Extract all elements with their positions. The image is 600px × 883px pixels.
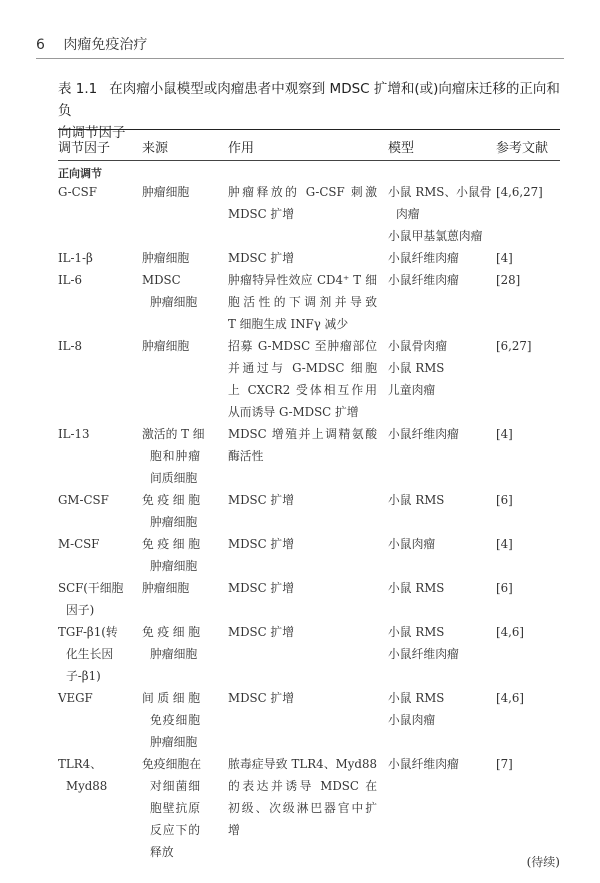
source-line: 肿瘤细胞 <box>142 185 190 199</box>
effect-line: 的表达并诱导 MDSC 在 <box>228 779 377 793</box>
table-row <box>58 687 560 753</box>
source-line: 肿瘤细胞 <box>150 735 198 749</box>
model-line: 小鼠纤维肉瘤 <box>388 427 459 441</box>
cell-effect <box>228 621 377 643</box>
cell-model <box>388 335 490 401</box>
refs-line: [4] <box>496 427 513 441</box>
effect-line: T 细胞生成 INFγ 减少 <box>228 317 349 331</box>
cell-effect <box>228 577 377 599</box>
cell-factor <box>58 621 138 687</box>
effect-line: 脓毒症导致 TLR4、Myd88 <box>228 757 377 771</box>
model-line: 小鼠 RMS、小鼠骨 <box>388 185 492 199</box>
refs-line: [4] <box>496 537 513 551</box>
table-row <box>58 247 560 269</box>
model-line: 小鼠 RMS <box>388 625 445 639</box>
source-line: 肿瘤细胞 <box>142 339 190 353</box>
source-line: 免疫细胞在 <box>142 757 201 771</box>
cell-source <box>142 489 200 533</box>
source-line: 肿瘤细胞 <box>142 251 190 265</box>
cell-source <box>142 181 200 203</box>
effect-line: 从而诱导 G-MDSC 扩增 <box>228 405 359 419</box>
model-line: 小鼠 RMS <box>388 581 445 595</box>
effect-line: MDSC 扩增 <box>228 493 294 507</box>
effect-line: 肿瘤释放的 G-CSF 刺激 <box>228 185 377 199</box>
source-line: 胞壁抗原 <box>150 801 200 815</box>
source-line: 肿瘤细胞 <box>150 515 198 529</box>
effect-line: 上 CXCR2 受体相互作用 <box>228 383 377 397</box>
cell-factor <box>58 269 138 291</box>
cell-factor <box>58 577 138 621</box>
cell-effect <box>228 489 377 511</box>
factor-line: 因子) <box>66 603 95 617</box>
header-effect: 作用 <box>228 141 255 156</box>
header-refs: 参考文献 <box>496 141 549 156</box>
table-row <box>58 577 560 621</box>
table-row <box>58 423 560 489</box>
caption-text-1: 在肉瘤小鼠模型或肉瘤患者中观察到 MDSC 扩增和(或)向瘤床迁移的正向和负 <box>58 81 560 119</box>
factor-line: TGF-β1(转 <box>58 625 118 639</box>
factor-line: TLR4、 <box>58 757 102 771</box>
source-line: 肿瘤细胞 <box>150 647 198 661</box>
refs-line: [4,6] <box>496 625 524 639</box>
factor-line: IL-13 <box>58 427 90 441</box>
cell-refs <box>496 181 560 203</box>
source-line: 对细菌细 <box>150 779 200 793</box>
cell-source <box>142 269 200 313</box>
cell-effect <box>228 335 377 423</box>
effect-line: MDSC 扩增 <box>228 625 294 639</box>
cell-effect <box>228 247 377 269</box>
cell-factor <box>58 533 138 555</box>
cell-effect <box>228 533 377 555</box>
refs-line: [6] <box>496 581 513 595</box>
source-line: 免疫细胞 <box>142 537 200 551</box>
factor-line: IL-1-β <box>58 251 93 265</box>
source-line: 激活的 T 细 <box>142 427 205 441</box>
cell-model <box>388 269 490 291</box>
book-title: 肉瘤免疫治疗 <box>63 37 148 53</box>
model-line: 小鼠骨肉瘤 <box>388 339 447 353</box>
page-number: 6 <box>36 37 45 53</box>
continued-label: (待续) <box>526 855 560 869</box>
cell-refs <box>496 489 560 511</box>
cell-model <box>388 621 490 665</box>
source-line: 免疫细胞 <box>150 713 200 727</box>
refs-line: [4,6,27] <box>496 185 543 199</box>
factor-line: 化生长因 <box>66 647 114 661</box>
refs-line: [7] <box>496 757 513 771</box>
source-line: 肿瘤细胞 <box>150 559 198 573</box>
cell-model <box>388 577 490 599</box>
effect-line: 胞活性的下调剂并导致 <box>228 295 377 309</box>
cell-effect <box>228 687 377 709</box>
refs-line: [4,6] <box>496 691 524 705</box>
refs-line: [6] <box>496 493 513 507</box>
cell-refs <box>496 687 560 709</box>
source-line: 肿瘤细胞 <box>150 295 198 309</box>
factor-line: M-CSF <box>58 537 100 551</box>
source-line: 免疫细胞 <box>142 493 200 507</box>
model-line: 小鼠肉瘤 <box>388 537 436 551</box>
factor-line: VEGF <box>58 691 93 705</box>
refs-line: [6,27] <box>496 339 532 353</box>
table-row <box>58 533 560 577</box>
effect-line: MDSC 增殖并上调精氨酸 <box>228 427 377 441</box>
cell-refs <box>496 423 560 445</box>
cell-source <box>142 423 205 489</box>
cell-source <box>142 335 200 357</box>
effect-line: 招募 G-MDSC 至肿瘤部位 <box>228 339 377 353</box>
source-line: 释放 <box>150 845 174 859</box>
header-source: 来源 <box>142 141 169 156</box>
cell-source <box>142 247 200 269</box>
cell-refs <box>496 753 560 775</box>
cell-refs <box>496 335 560 357</box>
cell-model <box>388 687 490 731</box>
source-line: 肿瘤细胞 <box>142 581 190 595</box>
header-factor: 调节因子 <box>58 141 111 156</box>
model-line: 小鼠肉瘤 <box>388 713 436 727</box>
cell-model <box>388 753 490 775</box>
source-line: MDSC <box>142 273 181 287</box>
cell-model <box>388 423 490 445</box>
effect-line: 并通过与 G-MDSC 细胞 <box>228 361 377 375</box>
table-row <box>58 335 560 423</box>
source-line: 间质细胞 <box>150 471 198 485</box>
model-line: 小鼠纤维肉瘤 <box>388 251 459 265</box>
cell-refs <box>496 533 560 555</box>
cell-refs <box>496 269 560 291</box>
cell-factor <box>58 247 138 269</box>
factor-line: 子-β1) <box>66 669 101 683</box>
table-body <box>58 181 560 863</box>
cell-model <box>388 181 490 247</box>
cell-refs <box>496 247 560 269</box>
cell-effect <box>228 423 377 467</box>
table-row <box>58 269 560 335</box>
cell-source <box>142 621 200 665</box>
cell-refs <box>496 577 560 599</box>
cell-effect <box>228 269 377 335</box>
table-header <box>58 130 560 160</box>
group-label: 正向调节 <box>58 167 102 180</box>
effect-line: MDSC 扩增 <box>228 207 294 221</box>
cell-refs <box>496 621 560 643</box>
effect-line: MDSC 扩增 <box>228 691 294 705</box>
model-line: 小鼠甲基氯蒽肉瘤 <box>388 229 483 243</box>
cell-factor <box>58 489 138 511</box>
table-number: 表 1.1 <box>58 81 98 97</box>
cell-factor <box>58 181 138 203</box>
cell-factor <box>58 753 138 797</box>
cell-model <box>388 247 490 269</box>
source-line: 胞和肿瘤 <box>150 449 200 463</box>
cell-effect <box>228 181 377 225</box>
header-rule <box>36 58 564 59</box>
effect-line: MDSC 扩增 <box>228 251 294 265</box>
cell-source <box>142 687 200 753</box>
cell-source <box>142 753 200 863</box>
model-line: 小鼠纤维肉瘤 <box>388 757 459 771</box>
caption-line-2: 向调节因子 <box>58 125 126 141</box>
table-row <box>58 489 560 533</box>
table-row <box>58 753 560 863</box>
effect-line: 增 <box>228 823 240 837</box>
cell-factor <box>58 687 138 709</box>
factor-line: GM-CSF <box>58 493 109 507</box>
factor-line: IL-6 <box>58 273 82 287</box>
model-line: 小鼠纤维肉瘤 <box>388 273 459 287</box>
effect-line: MDSC 扩增 <box>228 581 294 595</box>
factor-line: IL-8 <box>58 339 82 353</box>
cell-effect <box>228 753 377 841</box>
effect-line: 肿瘤特异性效应 CD4⁺ T 细 <box>228 273 377 287</box>
factor-line: Myd88 <box>66 779 108 793</box>
model-line: 小鼠 RMS <box>388 493 445 507</box>
cell-source <box>142 577 200 599</box>
table-row <box>58 621 560 687</box>
running-head <box>36 34 147 54</box>
caption-line-1 <box>58 78 560 122</box>
cell-factor <box>58 423 138 445</box>
source-line: 反应下的 <box>150 823 200 837</box>
model-line: 小鼠 RMS <box>388 691 445 705</box>
refs-line: [4] <box>496 251 513 265</box>
effect-line: 酶活性 <box>228 449 264 463</box>
effect-line: MDSC 扩增 <box>228 537 294 551</box>
effect-line: 初级、次级淋巴器官中扩 <box>228 801 377 815</box>
regulatory-factor-table <box>58 129 560 863</box>
model-line: 肉瘤 <box>396 207 420 221</box>
cell-source <box>142 533 200 577</box>
cell-factor <box>58 335 138 357</box>
source-line: 间质细胞 <box>142 691 200 705</box>
table-row <box>58 181 560 247</box>
factor-line: SCF(干细胞 <box>58 581 124 595</box>
cell-model <box>388 533 490 555</box>
header-model: 模型 <box>388 141 415 156</box>
refs-line: [28] <box>496 273 521 287</box>
model-line: 儿童肉瘤 <box>388 383 436 397</box>
model-line: 小鼠纤维肉瘤 <box>388 647 459 661</box>
source-line: 免疫细胞 <box>142 625 200 639</box>
cell-model <box>388 489 490 511</box>
factor-line: G-CSF <box>58 185 97 199</box>
model-line: 小鼠 RMS <box>388 361 445 375</box>
